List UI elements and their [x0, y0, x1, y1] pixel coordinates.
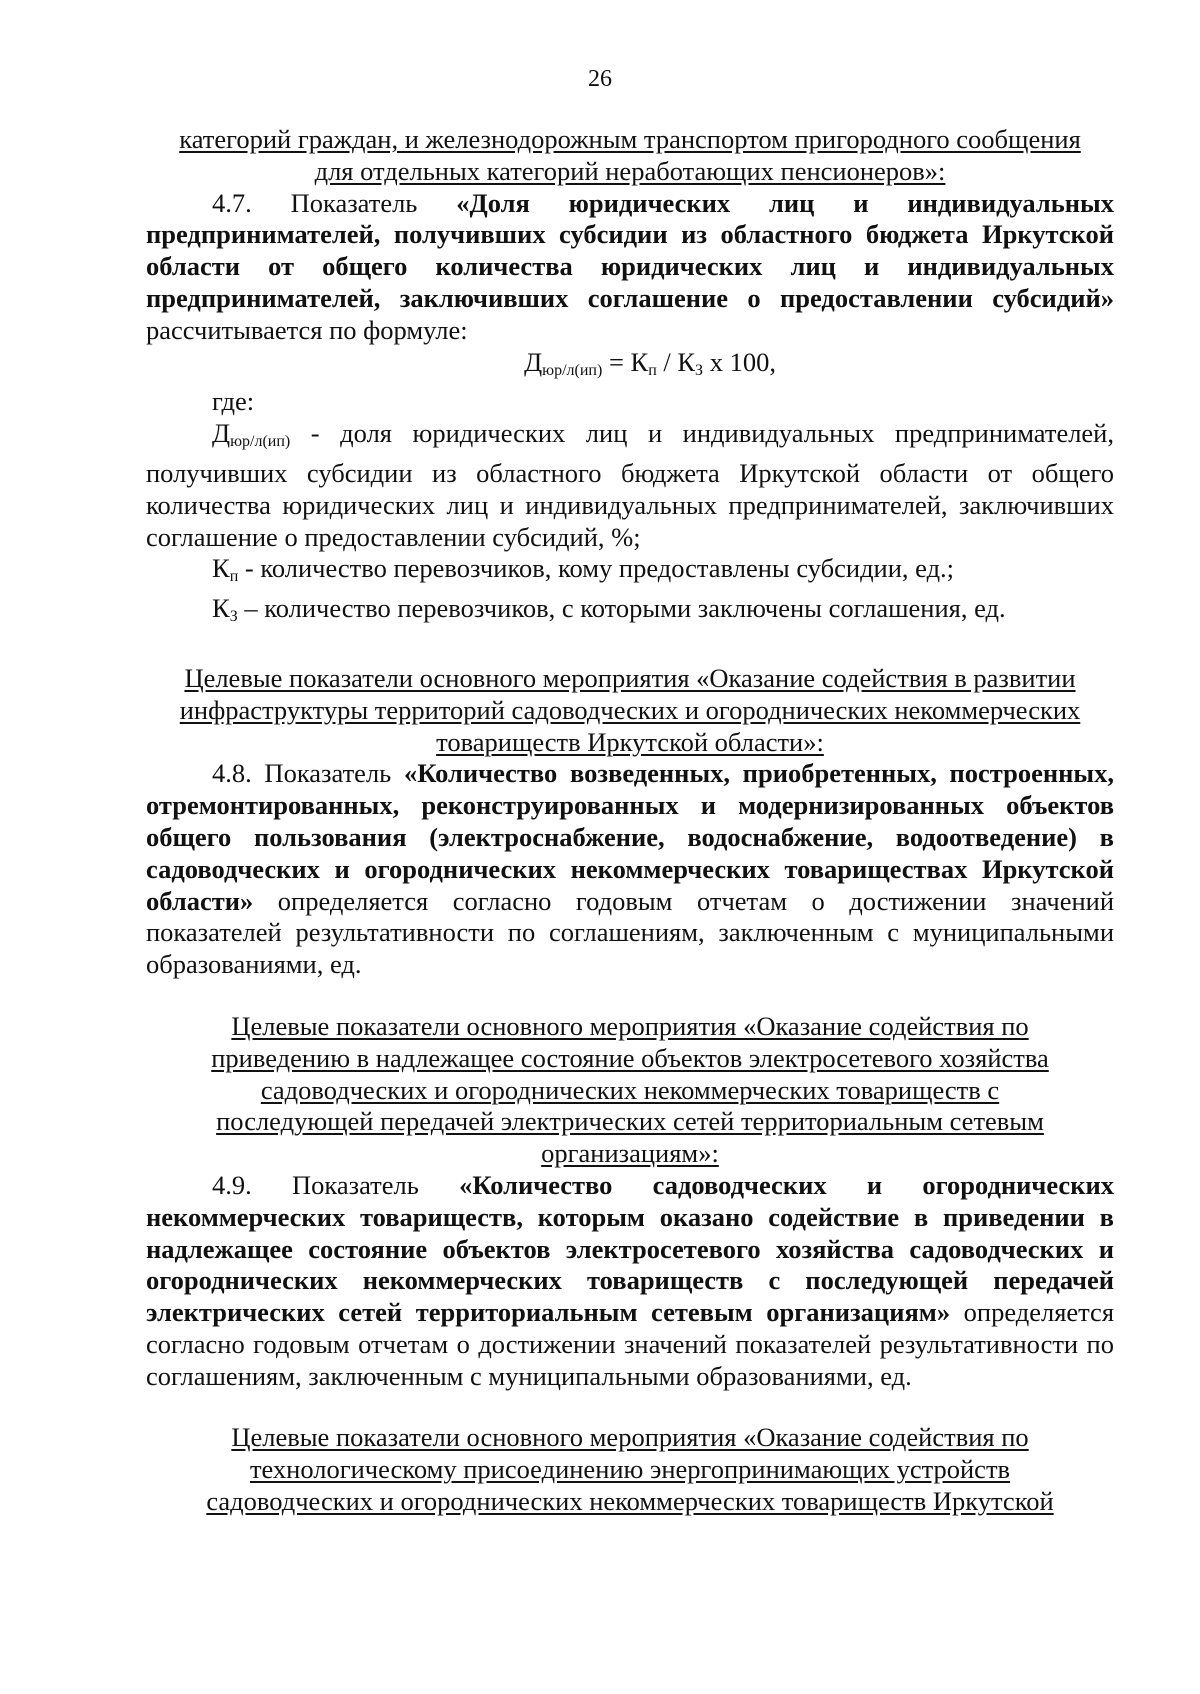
heading-line: Целевые показатели основного мероприятия «Оказание содействия в развитии	[184, 662, 1076, 693]
indicator-name: «Количество возведенных, приобретенных, построенных, отремонтированных, реконструированных и модернизированных объектов общего пользования (электроснабжение, водоснабжение, водоотведение) в садоводческих и огороднических некоммерческих товариществах Иркутской области»	[146, 758, 1114, 916]
paragraph-prefix: 4.8. Показатель	[212, 758, 404, 789]
definition-subscript: З	[229, 608, 238, 626]
definition-subscript: п	[229, 568, 239, 586]
formula-subscript: З	[695, 361, 704, 379]
formula	[146, 347, 1114, 387]
heading-line: приведению в надлежащее состояние объектов электросетевого хозяйства	[211, 1042, 1049, 1073]
paragraph-4-7	[146, 188, 1114, 347]
paragraph-prefix: 4.9. Показатель	[212, 1169, 460, 1200]
section-heading-continued	[146, 124, 1114, 188]
spacer	[146, 633, 1114, 663]
formula-text: = К	[602, 346, 649, 377]
heading-line: Целевые показатели основного мероприятия «Оказание содействия по	[231, 1422, 1029, 1453]
paragraph-suffix: определяется согласно годовым отчетам о достижении значений показателей результативности по соглашениям, заключенным с муниципальными образованиями, ед.	[146, 1297, 1115, 1391]
formula-subscript: юр/л(ип)	[542, 361, 603, 379]
heading-line: садоводческих и огороднических некоммерческих товариществ с	[260, 1074, 1000, 1105]
definition-d	[146, 418, 1114, 553]
indicator-name: «Доля юридических лиц и индивидуальных предпринимателей, получивших субсидии из областного бюджета Иркутской области от общего количества юридических лиц и индивидуальных предпринимателей, заключивших соглашение о предоставлении субсидий»	[146, 187, 1114, 313]
formula-text: х 100,	[703, 346, 776, 377]
paragraph-4-8	[146, 758, 1114, 981]
formula-text: / К	[656, 346, 696, 377]
paragraph-prefix: 4.7. Показатель	[212, 187, 457, 218]
heading-line: Целевые показатели основного мероприятия «Оказание содействия по	[231, 1010, 1029, 1041]
heading-line: для отдельных категорий неработающих пенсионеров»:	[314, 155, 946, 186]
document-body	[146, 124, 1114, 1518]
definition-kp	[146, 553, 1114, 593]
definition-symbol: Д	[212, 418, 231, 449]
section-heading-4	[146, 1422, 1114, 1517]
heading-line: категорий граждан, и железнодорожным транспортом пригородного сообщения	[179, 124, 1081, 154]
section-heading-3	[146, 1011, 1114, 1170]
heading-line: последующей передачей электрических сетей территориальным сетевым	[216, 1106, 1044, 1137]
paragraph-4-9	[146, 1170, 1114, 1393]
where-label: где:	[212, 386, 255, 417]
definition-text: - доля юридических лиц и индивидуальных предпринимателей, получивших субсидии из областного бюджета Иркутской области от общего количества юридических лиц и индивидуальных предпринимателей, заключивших соглашение о предоставлении субсидий, %;	[146, 418, 1114, 552]
heading-line: товариществ Иркутской области»:	[436, 726, 824, 757]
heading-line: технологическому присоединению энергопринимающих устройств	[249, 1454, 1011, 1485]
spacer	[146, 981, 1114, 1011]
definition-text: – количество перевозчиков, с которыми заключены соглашения, ед.	[237, 593, 1006, 624]
indicator-name: «Количество садоводческих и огороднических некоммерческих товариществ, которым оказано содействие в приведении в надлежащее состояние объектов электросетевого хозяйства садоводческих и огороднических некоммерческих товариществ с последующей передачей электрических сетей территориальным сетевым организациям»	[146, 1169, 1114, 1328]
formula-subscript: п	[648, 361, 657, 379]
definition-kz	[146, 593, 1114, 633]
definition-subscript: юр/л(ип)	[230, 433, 291, 451]
heading-line: инфраструктуры территорий садоводческих и огороднических некоммерческих	[179, 694, 1081, 725]
paragraph-suffix: определяется согласно годовым отчетам о достижении значений показателей результативности по соглашениям, заключенным с муниципальными образованиями, ед.	[146, 885, 1114, 980]
spacer	[146, 1392, 1114, 1422]
definition-symbol: К	[212, 553, 230, 584]
heading-line: садоводческих и огороднических некоммерческих товариществ Иркутской	[206, 1486, 1054, 1517]
section-heading-2	[146, 663, 1114, 758]
definition-text: - количество перевозчиков, кому предоставлены субсидии, ед.;	[238, 553, 955, 584]
definition-symbol: К	[212, 593, 230, 624]
paragraph-suffix: рассчитывается по формуле:	[146, 314, 468, 345]
heading-line: организациям»:	[541, 1138, 719, 1169]
page-number: 26	[588, 66, 612, 92]
formula-symbol: Д	[524, 346, 543, 377]
